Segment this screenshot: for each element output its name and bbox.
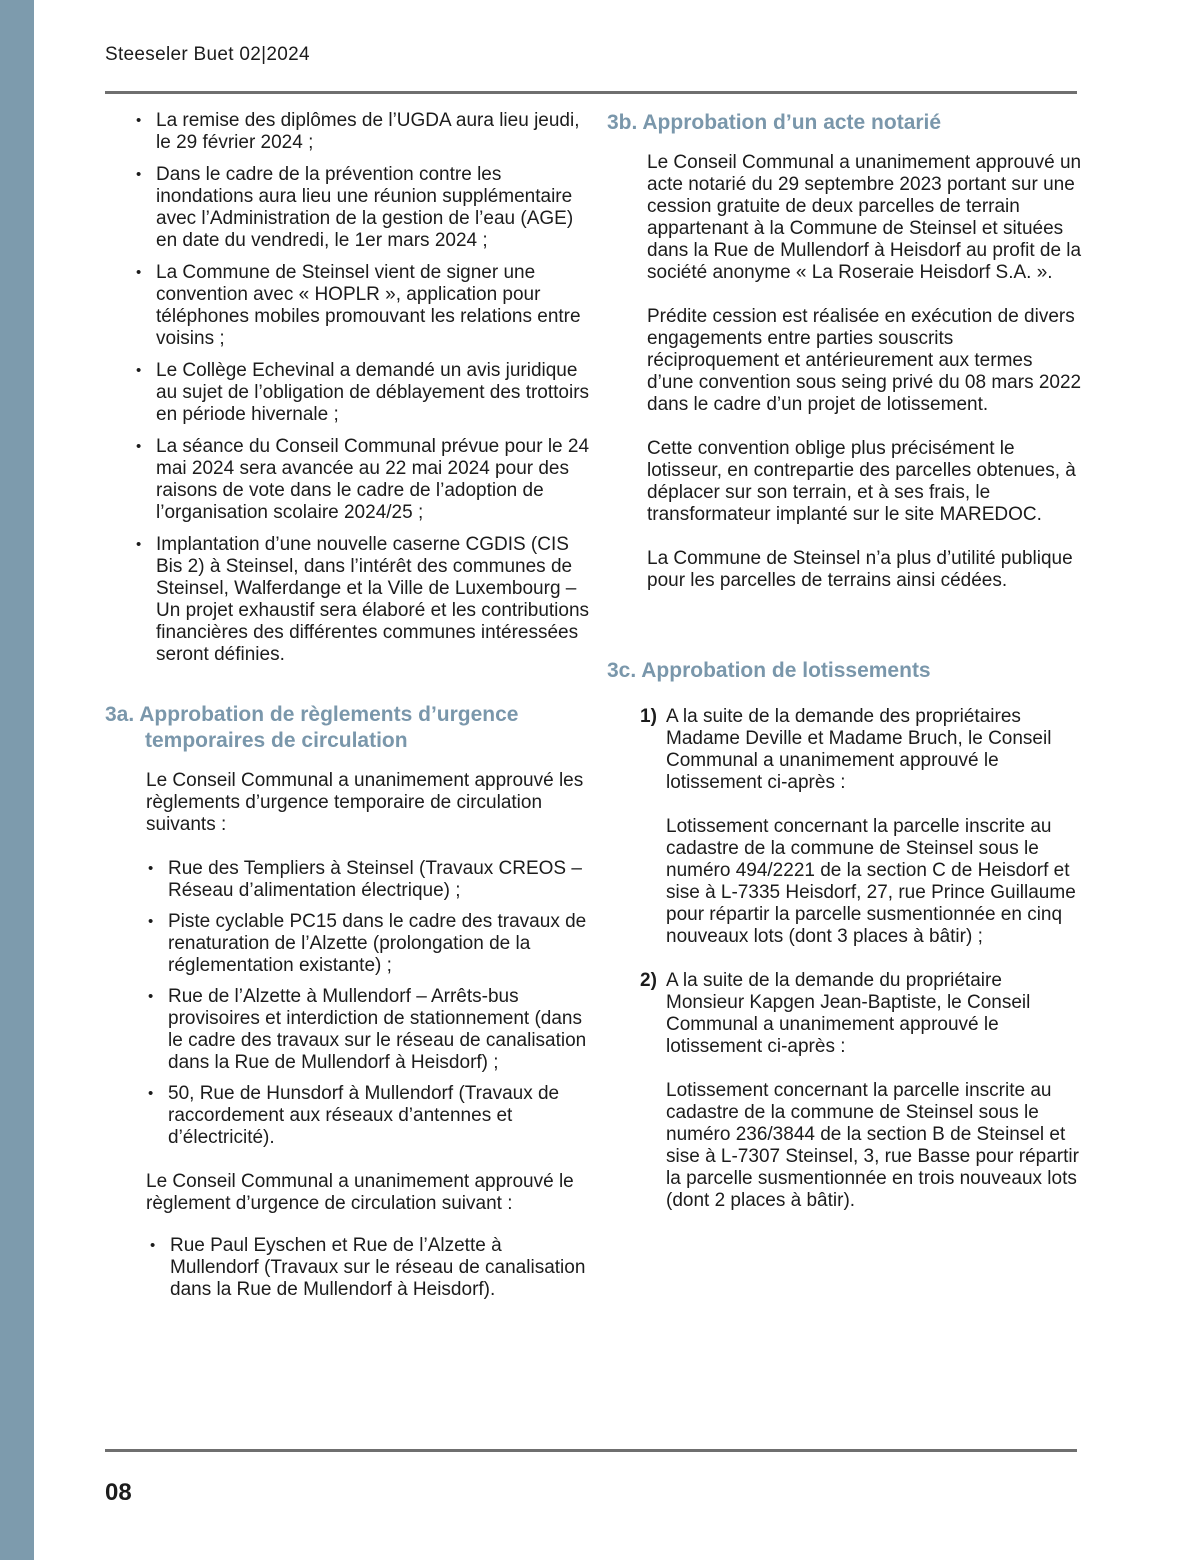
list-item: • La Commune de Steinsel vient de signer une convention avec « HOPLR », application pour téléphones mobiles promouvant les relations entre voisins ; [156,262,595,350]
section-3b-paragraph: Cette convention oblige plus précisément le lotisseur, en contrepartie des parcelles obtenues, à déplacer sur son terrain, et à ses frais, le transformateur implanté sur le site MAREDOC. [647,438,1076,525]
numbered-item [640,970,1082,1212]
section-3b-paragraph: Le Conseil Communal a unanimement approuvé un acte notarié du 29 septembre 2023 portant sur une cession gratuite de deux parcelles de terrain appartenant à la Commune de Steinsel et situées dans la Rue de Mullendorf à Heisdorf au profit de la société anonyme « La Roseraie Heisdorf S.A. ». [647,152,1082,283]
list-item: • Implantation d’une nouvelle caserne CGDIS (CIS Bis 2) à Steinsel, dans l’intérêt des communes de Steinsel, Walferdange et la Ville de Luxembourg – Un projet exhaustif sera élaboré et les contributions financières des différentes communes intéressées seront définies. [156,534,595,666]
list-item: • Rue des Templiers à Steinsel (Travaux CREOS – Réseau d’alimentation électrique) ; [168,858,595,902]
list-item: • Rue de l’Alzette à Mullendorf – Arrêts-bus provisoires et interdiction de stationnement (dans le cadre des travaux sur le réseau de canalisation dans la Rue de Mullendorf à Heisdorf) ; [168,986,595,1074]
page-number: 08 [105,1479,132,1506]
numbered-item [640,706,1082,948]
item-text: A la suite de la demande des propriétaires Madame Deville et Madame Bruch, le Conseil Communal a unanimement approuvé le lotissement ci-après : [666,706,1052,793]
list-item: • Rue Paul Eyschen et Rue de l’Alzette à Mullendorf (Travaux sur le réseau de canalisation dans la Rue de Mullendorf à Heisdorf). [170,1235,595,1301]
side-color-bar [0,0,34,1560]
item-number: 1) [640,706,657,727]
list-item: • La remise des diplômes de l’UGDA aura lieu jeudi, le 29 février 2024 ; [156,110,595,154]
right-column [607,110,1082,1212]
publication-title: Steeseler Buet 02|2024 [105,44,310,65]
section-3c-heading: 3c. Approbation de lotissements [607,659,931,682]
item-detail-text: Lotissement concernant la parcelle inscrite au cadastre de la commune de Steinsel sous le numéro 236/3844 de la section B de Steinsel et sise à L-7307 Steinsel, 3, rue Basse pour répartir la parcelle susmentionnée en trois nouveaux lots (dont 2 places à bâtir). [666,1080,1079,1211]
header-divider [105,91,1077,94]
section-3a-second-bullet-list [170,1235,595,1301]
section-3a-bullet-list [168,858,595,1149]
item-detail-text: Lotissement concernant la parcelle inscrite au cadastre de la commune de Steinsel sous le numéro 494/2221 de la section C de Heisdorf et sise à L-7335 Heisdorf, 27, rue Prince Guillaume pour répartir la parcelle susmentionnée en cinq nouveaux lots (dont 3 places à bâtir) ; [666,816,1076,947]
item-text: A la suite de la demande du propriétaire Monsieur Kapgen Jean-Baptiste, le Conseil Communal a unanimement approuvé le lotissement ci-après : [666,970,1031,1057]
intro-bullet-list [156,110,595,666]
section-3b-heading: 3b. Approbation d’un acte notarié [607,111,942,134]
list-item: • La séance du Conseil Communal prévue pour le 24 mai 2024 sera avancée au 22 mai 2024 pour des raisons de vote dans le cadre de l’adoption de l’organisation scolaire 2024/25 ; [156,436,595,524]
list-item: • Dans le cadre de la prévention contre les inondations aura lieu une réunion supplémentaire avec l’Administration de la gestion de l’eau (AGE) en date du vendredi, le 1er mars 2024 ; [156,164,595,252]
left-column [105,110,595,1310]
list-item: • 50, Rue de Hunsdorf à Mullendorf (Travaux de raccordement aux réseaux d’antennes et d’électricité). [168,1083,595,1149]
section-3b-paragraph: La Commune de Steinsel n’a plus d’utilité publique pour les parcelles de terrains ainsi cédées. [647,548,1073,591]
section-3a-second-paragraph: Le Conseil Communal a unanimement approuvé le règlement d’urgence de circulation suivant : [146,1171,574,1214]
section-3b-paragraph: Prédite cession est réalisée en exécution de divers engagements entre parties souscrits réciproquement et antérieurement aux termes d’une convention sous seing privé du 08 mars 2022 dans le cadre d’un projet de lotissement. [647,306,1082,415]
list-item: • Piste cyclable PC15 dans le cadre des travaux de renaturation de l’Alzette (prolongation de la réglementation existante) ; [168,911,595,977]
section-3a-intro-paragraph: Le Conseil Communal a unanimement approuvé les règlements d’urgence temporaire de circulation suivants : [146,770,584,835]
section-3a-heading: 3a. Approbation de règlements d’urgence temporaires de circulation [105,703,519,752]
list-item: • Le Collège Echevinal a demandé un avis juridique au sujet de l’obligation de déblayement des trottoirs en période hivernale ; [156,360,595,426]
item-number: 2) [640,970,657,991]
footer-divider [105,1449,1077,1452]
